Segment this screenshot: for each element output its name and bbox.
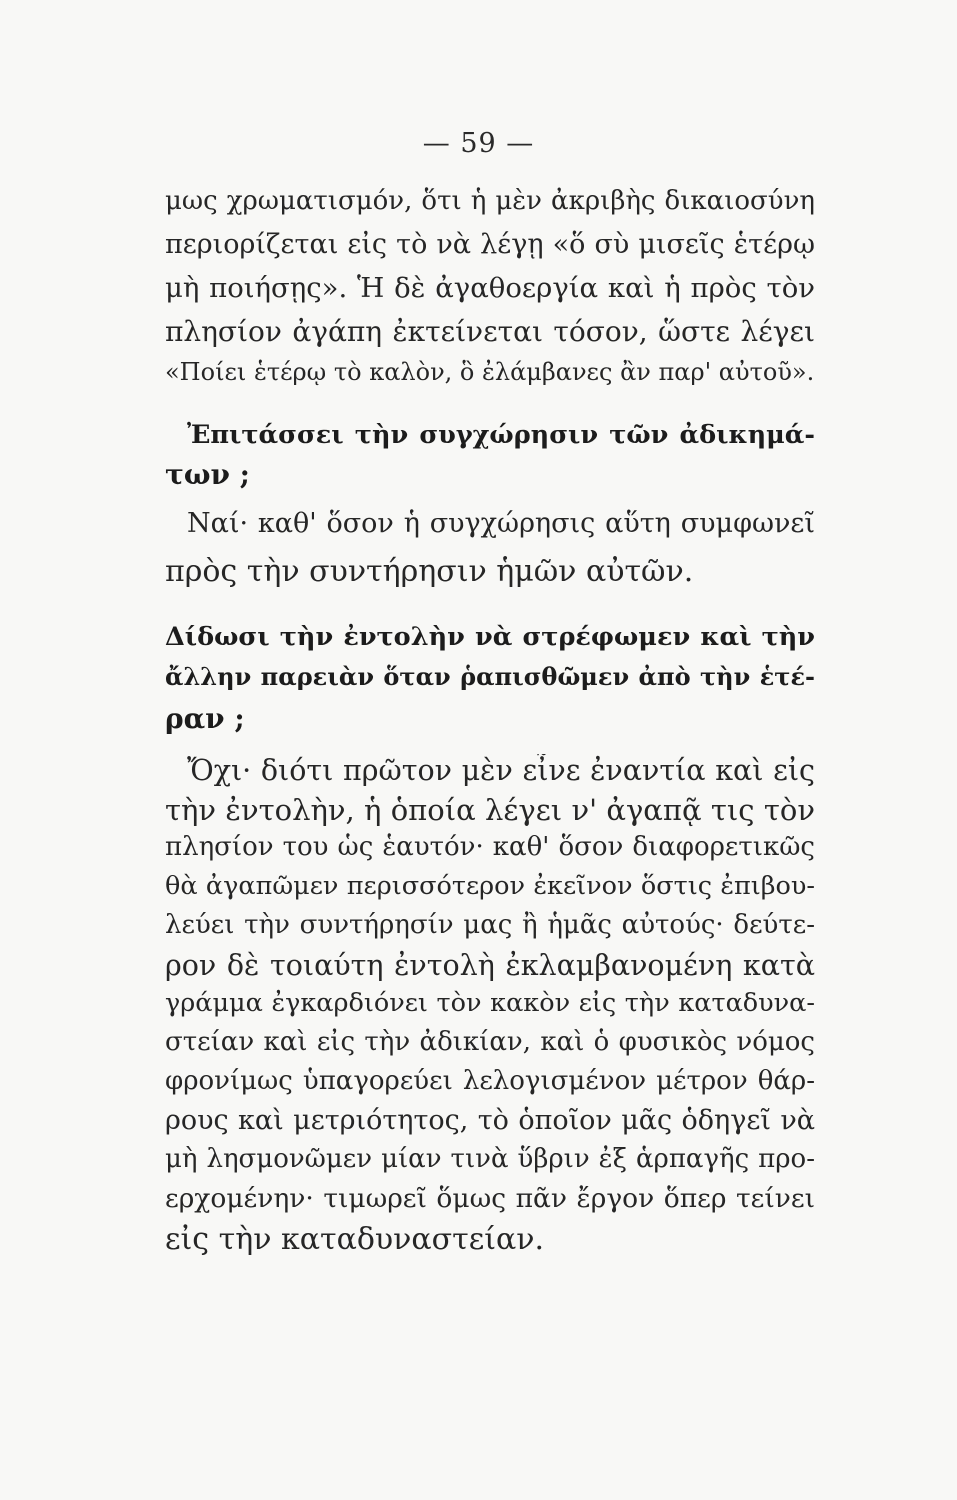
text-line: περιορίζεται εἰς τὸ νὰ λέγῃ «ὅ σὺ μισεῖς ἑτέρῳ [165, 229, 815, 260]
question-line: ραν ; [165, 702, 245, 735]
text-line: πλησίον του ὡς ἑαυτόν· καθ' ὅσον διαφορετικῶς [165, 832, 815, 862]
question-line: ἄλλην παρειὰν ὅταν ῥαπισθῶμεν ἀπὸ τὴν ἑτέ- [165, 662, 815, 691]
text-line: ρον δὲ τοιαύτη ἐντολὴ ἐκλαμβανομένη κατὰ [165, 949, 815, 982]
text-line: πλησίον ἀγάπη ἐκτείνεται τόσον, ὥστε λέγει [165, 315, 815, 348]
text-line: γράμμα ἐγκαρδιόνει τὸν κακὸν εἰς τὴν καταδυνα- [165, 988, 815, 1018]
text-line: ερχομένην· τιμωρεῖ ὅμως πᾶν ἔργον ὅπερ τείνει [165, 1183, 815, 1214]
text-line: στείαν καὶ εἰς τὴν ἀδικίαν, καὶ ὁ φυσικὸς νόμος [165, 1027, 815, 1057]
question-line: Δίδωσι τὴν ἐντολὴν νὰ στρέφωμεν καὶ τὴν [165, 622, 815, 652]
text-line: μως χρωματισμόν, ὅτι ἡ μὲν ἀκριβὴς δικαιοσύνη [165, 186, 815, 216]
text-line: μὴ λησμονῶμεν μίαν τινὰ ὕβριν ἐξ ἁρπαγῆς προ- [165, 1144, 815, 1174]
question-line: Ἐπιτάσσει τὴν συγχώρησιν τῶν ἀδικημά- [187, 420, 815, 450]
text-line: φρονίμως ὑπαγορεύει λελογισμένον μέτρον θάρ- [165, 1066, 815, 1096]
text-line: λεύει τὴν συντήρησίν μας ἢ ἡμᾶς αὐτούς· δεύτε- [165, 910, 815, 940]
text-line: πρὸς τὴν συντήρησιν ἡμῶν αὐτῶν. [165, 554, 694, 589]
text-line: Ναί· καθ' ὅσον ἡ συγχώρησις αὕτη συμφωνεῖ [187, 508, 815, 539]
text-line: «Ποίει ἑτέρῳ τὸ καλὸν, ὃ ἐλάμβανες ἂν παρ' αὐτοῦ». [165, 358, 815, 386]
text-line: μὴ ποιήσῃς». Ἡ δὲ ἀγαθοεργία καὶ ἡ πρὸς τὸν [165, 272, 815, 304]
text-line: εἰς τὴν καταδυναστείαν. [165, 1222, 545, 1257]
text-line: Ὄχι· διότι πρῶτον μὲν εἶνε ἐναντία καὶ εἰς [187, 754, 815, 787]
page-number: — 59 — [422, 128, 535, 159]
text-line: ρους καὶ μετριότητος, τὸ ὁποῖον μᾶς ὁδηγεῖ νὰ [165, 1105, 815, 1136]
text-line: θὰ ἀγαπῶμεν περισσότερον ἐκεῖνον ὅστις ἐπιβου- [165, 871, 815, 901]
question-line: των ; [165, 458, 251, 491]
text-line: τὴν ἐντολὴν, ἡ ὁποία λέγει ν' ἀγαπᾷ τις τὸν [165, 793, 815, 827]
